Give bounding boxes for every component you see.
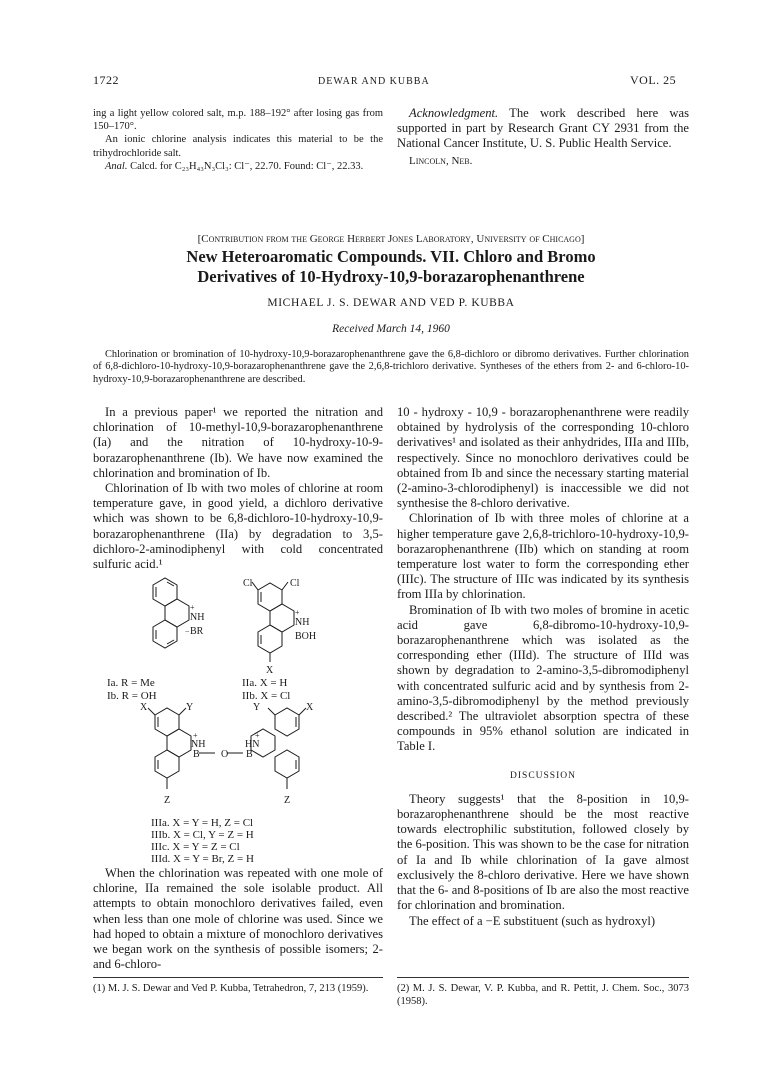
z-label-III-left: Z [164,795,171,806]
analysis-line [93,160,383,173]
label-Ib: Ib. R = OH [107,690,157,702]
ack-label: Acknowledgment. [409,106,499,120]
contribution-line: [Contribution from the George Herbert Jones Laboratory, University of Chicago] [197,233,585,245]
acknowledgment-block [397,106,689,169]
received-date: Received March 14, 1960 [332,323,450,335]
top-left-line1: ing a light yellow colored salt, m.p. 188–192° after losing gas from 150–170°. [93,108,383,133]
page-number: 1722 [93,73,119,87]
boh-label-II: BOH [295,631,317,642]
abstract: Chlorination or bromination of 10-hydroxy-10,9-borazarophenanthrene gave the 6,8-dichloro or dibromo derivatives. Further chlorination of 6,8-dichloro-10-hydroxy-10,9-borazarophenanthrene gave the 2,6,8-trichloro derivative. Syntheses of the ethers from 2- and 6-chloro-10-hydroxy-10,9-borazarophenanthrene are described. [93,349,689,385]
nh-label-III-left: NH [191,739,206,750]
location: Lincoln, Neb. [409,154,473,167]
footnote-1: (1) M. J. S. Dewar and Ved P. Kubba, Tetrahedron, 7, 213 (1959). [93,983,369,994]
ring-III-left-top [155,708,179,736]
y-label-III-left: Y [186,702,194,713]
volume: VOL. 25 [630,73,677,87]
label-Ia: Ia. R = Me [107,677,155,689]
b-label-III-right: B [246,749,253,760]
running-title: DEWAR AND KUBBA [318,76,430,87]
label-IIIc: IIIc. X = Y = Z = Cl [151,841,240,853]
left-column-upper [93,405,383,572]
top-left-block [93,107,383,173]
structure-II [252,582,294,662]
o-label-III: O [221,749,229,760]
top-left-line2: An ionic chlorine analysis indicates this material to be the trihydrochloride salt. [93,134,383,159]
cl-label-II-left: Cl [243,578,253,589]
nh-label-II: NH [295,617,310,628]
cl-label-II-right: Cl [290,578,300,589]
x-label-III-left: X [140,702,148,713]
right-paragraph-1: 10 - hydroxy - 10,9 - borazarophenanthrene were readily obtained by hydrolysis of the corresponding 10-chloro derivatives¹ and isolated as their anhydrides, IIIa and IIIb, respectively. Since no monochloro derivatives could be obtained from Ib and since the necessary starting material (2-amino-3-chlorodiphenyl) is inaccessible we did not synthesise the 8-chloro derivative. [397,405,689,511]
anal-label: Anal. [105,160,128,172]
footnote-rule-left [93,977,383,978]
x-label-III-right: X [306,702,314,713]
title-line-2: Derivatives of 10-Hydroxy-10,9-borazarophenanthrene [197,267,585,286]
label-IIId: IIId. X = Y = Br, Z = H [151,853,254,865]
label-IIIb: IIIb. X = Cl, Y = Z = H [151,829,254,841]
left-paragraph-3: When the chlorination was repeated with one mole of chlorine, IIa remained the sole isolable product. All attempts to obtain monochloro derivatives failed, even when less than one mole of chlorine was used. Since we had hoped to obtain a mixture of monochloro derivatives we began work on the synthesis of possible isomers; 2- and 6-chloro- [93,866,383,972]
label-IIIa: IIIa. X = Y = H, Z = Cl [151,817,254,829]
minus-sign-I: − [185,627,190,636]
chemical-structures-figure [93,575,383,865]
right-paragraph-4: Theory suggests¹ that the 8-position in 10,9-borazarophenanthrene should be the most reactive towards electrophilic substitution, followed closely by the 6-position. This was shown to be the case for nitration of Ia and Ib while chlorination of Ia gave almost exclusively the 8-chloro derivative. Here we have shown that the 6- and 8-positions of Ib are also the most reactive for chlorination and bromination. [397,791,689,913]
right-paragraph-5: The effect of a −E substituent (such as hydroxyl) [409,913,656,928]
ring-I-top [153,578,177,606]
ring-I-bottom [153,620,177,648]
br-label-I: BR [190,626,204,637]
ring-III-left-mid [167,729,191,757]
article-title [93,247,689,287]
ring-II-mid [270,604,294,632]
authors: MICHAEL J. S. DEWAR AND VED P. KUBBA [267,297,515,309]
label-IIa: IIa. X = H [242,677,288,689]
ring-III-right-bottom [275,750,299,778]
ring-I-mid [165,599,189,627]
right-column [397,405,689,929]
nh-label-I: NH [190,612,205,623]
footnote-2: (2) M. J. S. Dewar, V. P. Kubba, and R. Pettit, J. Chem. Soc., 3073 (1958). [397,983,689,1008]
ring-III-left-bottom [155,750,179,778]
plus-sign-III-left: + [193,731,198,740]
ring-II-top [258,583,282,611]
anal-text: Calcd. for C₂₃H₄₃N₃Cl₃: Cl⁻, 22.70. Found: Cl⁻, 22.33. [130,160,364,172]
plus-sign-III-right: + [255,731,260,740]
ack-text: The work described here was supported in part by Research Grant CY 2931 from the National Cancer Institute, U. S. Public Health Service. [397,106,689,151]
left-paragraph-1: In a previous paper¹ we reported the nitration and chlorination of 10-methyl-10,9-borazarophenanthrene (Ia) and the nitration of 10-hydroxy-10-9-borazarophenanthrene (Ib). We have now examined the chlorination and bromination of Ib. [93,405,383,480]
left-paragraph-2: Chlorination of Ib with two moles of chlorine at room temperature gave, in good yield, a dichloro derivative which was shown to be 6,8-dichloro-10-hydroxy-10,9-borazarophenanthrene (IIa) by degradation to 3,5-dichloro-2-aminodiphenyl with cold concentrated sulfuric acid.¹ [93,481,383,572]
right-paragraph-3: Bromination of Ib with two moles of bromine in acetic acid gave 6,8-dibromo-10-hydroxy-10,9-borazarophenanthrene which was isolated as the corresponding ether (IIId). The structure of IIId was shown by degradation to 2-amino-3,5-dibromodiphenyl with concentrated sulfuric acid and by synthesis from 2-amino-3,5-dibromodiphenyl by the method previously described.² The ultraviolet absorption spectra of these compounds in 95% ethanol solution are indicated in Table I. [397,602,689,754]
plus-sign-I: + [190,603,195,612]
discussion-heading: DISCUSSION [510,770,576,781]
b-label-III-left: B [193,749,200,760]
title-line-1: New Heteroaromatic Compounds. VII. Chloro and Bromo [186,247,596,266]
footnote-rule-right [397,977,689,978]
plus-sign-II: + [295,608,300,617]
hn-label-III-right: HN [245,739,260,750]
ring-III-right-top [275,708,299,736]
ring-II-bottom [258,625,282,653]
right-paragraph-2: Chlorination of Ib with three moles of chlorine at a higher temperature gave 2,6,8-trichloro-10-hydroxy-10,9-borazarophenanthrene (IIb) which on standing at room temperature lost water to form the corresponding ether (IIIc). The structure of IIIc was indicated by its synthesis from IIIa by chlorination. [397,511,689,602]
structure-I [153,578,189,648]
left-column-lower [93,866,383,972]
label-IIb: IIb. X = Cl [242,690,291,702]
y-label-III-right: Y [253,702,261,713]
x-label-II: X [266,665,274,676]
z-label-III-right: Z [284,795,291,806]
